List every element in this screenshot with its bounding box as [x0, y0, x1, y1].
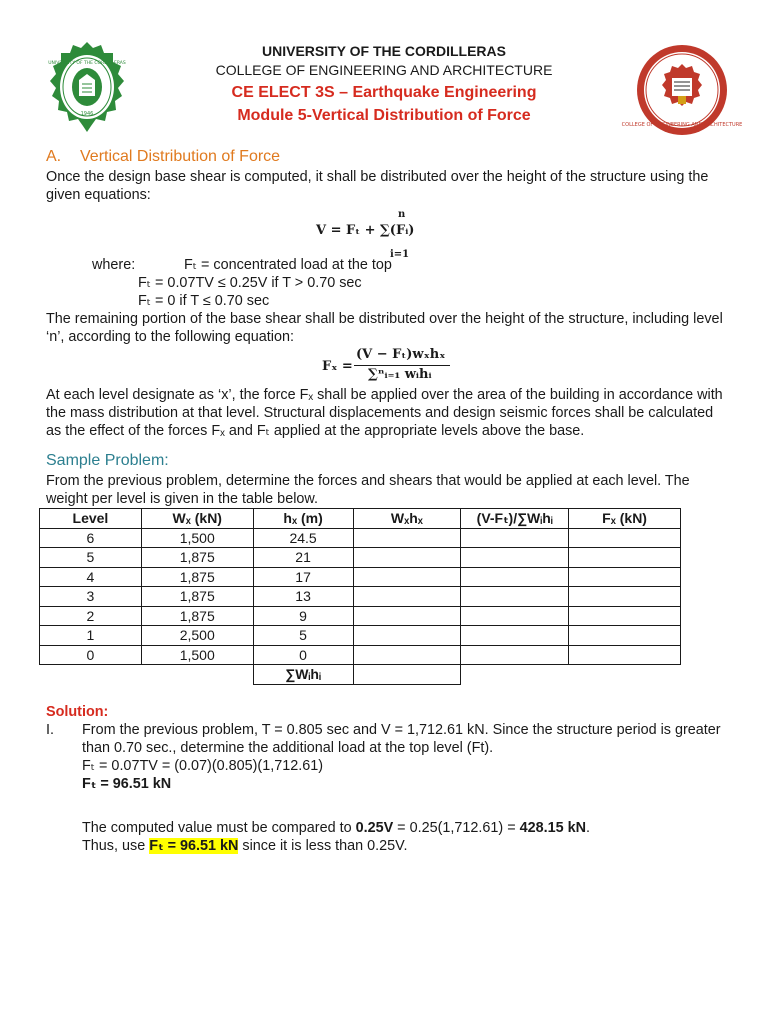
base-shear-equation [46, 204, 726, 260]
table-cell [569, 587, 681, 607]
header-wx: Wₓ (kN) [141, 509, 253, 529]
table-row [40, 645, 681, 665]
where-definitions [46, 256, 726, 310]
table-cell [461, 587, 569, 607]
table-cell [569, 528, 681, 548]
header-wxhx: Wₓhₓ [353, 509, 461, 529]
table-cell [461, 567, 569, 587]
table-cell: 21 [253, 548, 353, 568]
college-seal-logo [621, 42, 743, 138]
table-cell [461, 645, 569, 665]
table-cell: 5 [253, 626, 353, 646]
solution-formula: Fₜ = 0.07TV = (0.07)(0.805)(1,712.61) [82, 757, 324, 774]
university-name: UNIVERSITY OF THE CORDILLERAS [262, 43, 506, 59]
where-line-3: Fₜ = 0 if T ≤ 0.70 sec [138, 293, 270, 309]
college-name: COLLEGE OF ENGINEERING AND ARCHITECTURE [215, 62, 553, 78]
solution-step-1 [46, 721, 726, 793]
solution-compare [46, 819, 726, 837]
table-row [40, 548, 681, 568]
header-level: Level [40, 509, 142, 529]
table-cell: 1,875 [141, 567, 253, 587]
table-cell: 2 [40, 606, 142, 626]
table-row [40, 567, 681, 587]
table-cell: 1,500 [141, 528, 253, 548]
table-row [40, 606, 681, 626]
table-row [40, 626, 681, 646]
sum-label-cell: ∑Wᵢhᵢ [253, 665, 353, 685]
highlighted-result: Fₜ = 96.51 kN [149, 837, 239, 854]
sum-lower-limit: i=1 [390, 249, 410, 260]
seal-lettering: UNIVERSITY OF THE CORDILLERAS [48, 61, 126, 66]
table-cell-empty [461, 665, 569, 685]
course-title: CE ELECT 3S – Earthquake Engineering [231, 84, 537, 101]
table-body [40, 528, 681, 684]
table-header-row [40, 509, 681, 529]
section-a-para-2: The remaining portion of the base shear shall be distributed over the height of the structure, including level ‘n’, according to the following equation: [46, 311, 723, 345]
seal-year: 1946 [80, 111, 94, 117]
table-cell [569, 645, 681, 665]
equation-lhs: Fₓ = [322, 359, 353, 374]
table-cell-empty [141, 665, 253, 685]
sum-value-cell [353, 665, 461, 685]
college-seal-lettering: COLLEGE OF ENGINEERING AND ARCHITECTURE [621, 122, 743, 128]
table-cell: 24.5 [253, 528, 353, 548]
table-cell [461, 626, 569, 646]
compare-bold-2: 428.15 kN [519, 819, 587, 836]
table-cell [353, 626, 461, 646]
table-cell: 13 [253, 587, 353, 607]
solution-result: Fₜ = 96.51 kN [82, 775, 172, 792]
compare-mid: = 0.25(1,712.61) = [393, 819, 520, 836]
compare-bold-1: 0.25V [355, 819, 394, 836]
table-sum-row [40, 665, 681, 685]
table-cell [461, 606, 569, 626]
table-cell [353, 606, 461, 626]
solution-thus [46, 837, 726, 855]
where-label: where: [92, 257, 136, 273]
sum-upper-limit: n [398, 209, 406, 220]
section-a-intro: Once the design base shear is computed, it shall be distributed over the height of the structure using the given equations: [46, 169, 709, 203]
table-cell-empty [40, 665, 142, 685]
table-cell: 3 [40, 587, 142, 607]
table-cell [353, 587, 461, 607]
table-cell: 9 [253, 606, 353, 626]
table-cell [569, 567, 681, 587]
table-cell: 0 [253, 645, 353, 665]
table-cell: 4 [40, 567, 142, 587]
section-a-number: A. [46, 148, 62, 165]
table-cell: 17 [253, 567, 353, 587]
weight-per-level-table [39, 508, 681, 685]
table-cell [353, 528, 461, 548]
solution-text-1: From the previous problem, T = 0.805 sec and V = 1,712.61 kN. Since the structure period is greater than 0.70 sec., determine the additional load at the top level (Ft). [82, 721, 721, 756]
header-hx: hₓ (m) [253, 509, 353, 529]
sample-problem-heading: Sample Problem: [46, 452, 169, 469]
table-cell: 0 [40, 645, 142, 665]
where-line-2: Fₜ = 0.07TV ≤ 0.25V if T > 0.70 sec [138, 275, 362, 291]
table-row [40, 587, 681, 607]
university-seal-logo [46, 40, 128, 134]
table-cell: 1,875 [141, 606, 253, 626]
table-cell: 6 [40, 528, 142, 548]
table-cell [569, 626, 681, 646]
table-cell [461, 548, 569, 568]
table-cell [353, 567, 461, 587]
table-cell: 5 [40, 548, 142, 568]
table-cell: 1 [40, 626, 142, 646]
where-line-1: Fₜ = concentrated load at the top [184, 257, 392, 273]
table-cell-empty [569, 665, 681, 685]
table-cell: 1,875 [141, 548, 253, 568]
equation-denominator: ∑ⁿᵢ₌₁ wᵢhᵢ [368, 367, 432, 382]
table-cell [461, 528, 569, 548]
table-cell [353, 548, 461, 568]
section-a-para-3: At each level designate as ‘x’, the force Fₓ shall be applied over the area of the building in accordance with the mass distribution at that level. Structural displacements and design seismic forces shall be calculated as the effect of the forces Fₓ and Fₜ applied at the appropriate levels above the base. [46, 387, 723, 439]
equation-main: V = Fₜ + ∑(Fᵢ) [316, 223, 415, 238]
table-cell [569, 548, 681, 568]
table-cell: 1,500 [141, 645, 253, 665]
compare-end: . [586, 819, 591, 836]
compare-text: The computed value must be compared to [82, 819, 356, 836]
header-ratio: (V-Fₜ)/∑Wᵢhᵢ [461, 509, 569, 529]
solution-heading: Solution: [46, 703, 109, 720]
force-distribution-equation [46, 346, 726, 386]
document-body [46, 146, 726, 855]
step-number: I. [46, 721, 54, 738]
table-cell [569, 606, 681, 626]
section-a-heading [46, 146, 726, 168]
equation-numerator: (V − Fₜ)wₓhₓ [356, 347, 446, 362]
table-cell: 1,875 [141, 587, 253, 607]
table-cell [353, 645, 461, 665]
thus-text: Thus, use [82, 837, 150, 854]
sample-problem-intro: From the previous problem, determine the forces and shears that would be applied at each level. The weight per level is given in the table below. [46, 473, 690, 507]
table-row [40, 528, 681, 548]
section-a-title: Vertical Distribution of Force [80, 148, 281, 165]
thus-end: since it is less than 0.25V. [238, 837, 408, 854]
module-title: Module 5-Vertical Distribution of Force [237, 107, 531, 124]
table-cell: 2,500 [141, 626, 253, 646]
header-fx: Fₓ (kN) [569, 509, 681, 529]
